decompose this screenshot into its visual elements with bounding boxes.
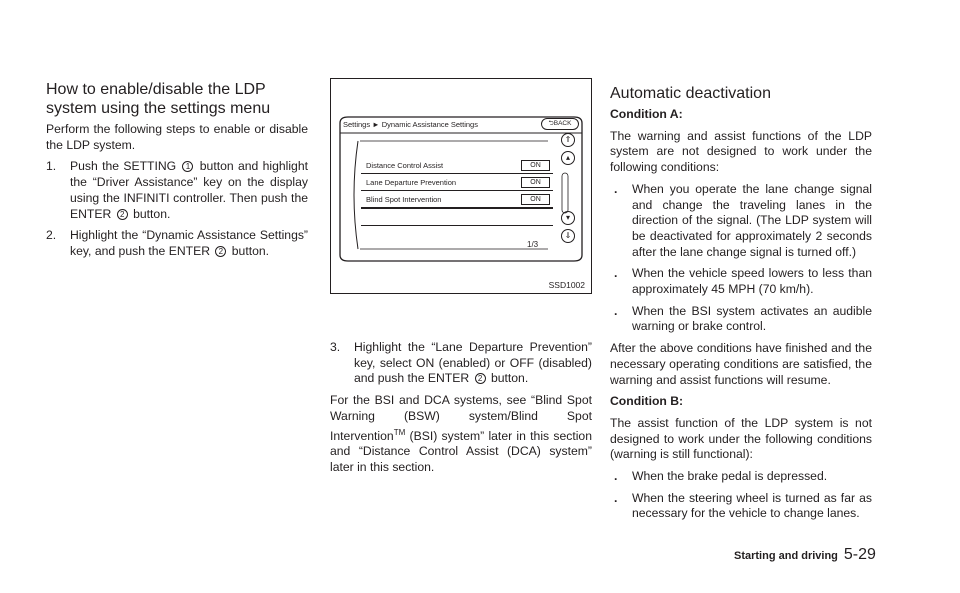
scroll-up-icon[interactable]: ▴ xyxy=(561,151,575,165)
bullet-mark: . xyxy=(614,490,618,505)
step-number: 2. xyxy=(46,228,57,243)
callout-marker: 2 xyxy=(117,209,128,220)
list-item xyxy=(610,266,872,297)
menu-row-blind-spot[interactable] xyxy=(361,191,553,208)
list-item-text: When the BSI system activates an audible warning or brake control. xyxy=(632,303,872,334)
condition-a-text: The warning and assist functions of the LDP system are not designed to work under the following conditions: xyxy=(610,128,872,175)
toggle-indicator[interactable]: ON xyxy=(521,160,550,171)
list-item-text: When the vehicle speed lowers to less than approximately 45 MPH (70 km/h). xyxy=(632,266,872,297)
toggle-indicator[interactable]: ON xyxy=(521,194,550,205)
list-item-text: When the brake pedal is depressed. xyxy=(632,469,828,484)
toggle-indicator[interactable]: ON xyxy=(521,177,550,188)
callout-marker: 2 xyxy=(475,373,486,384)
section-heading: Automatic deactivation xyxy=(610,85,771,102)
menu-row-distance-control[interactable] xyxy=(361,157,553,174)
step-2 xyxy=(46,228,308,259)
callout-marker: 1 xyxy=(182,161,193,172)
scroll-down-icon[interactable]: ▾ xyxy=(561,211,575,225)
trademark: TM xyxy=(393,427,406,437)
condition-a-label: Condition A: xyxy=(610,107,683,121)
step-1 xyxy=(46,159,308,222)
step-3 xyxy=(330,340,592,387)
page-number: 5-29 xyxy=(843,546,876,563)
step-text: button. xyxy=(129,206,171,221)
bullet-mark: . xyxy=(614,303,618,318)
page-footer xyxy=(734,546,876,564)
step-text: button. xyxy=(487,371,529,386)
chapter-title: Starting and driving xyxy=(734,550,838,562)
paragraph-text: (BSI) system” later in this section and “Distance Control Assist (DCA) system” later in this section. xyxy=(330,428,592,474)
scroll-top-icon[interactable]: ⇑ xyxy=(561,133,575,147)
breadcrumb: Settings ► Dynamic Assistance Settings xyxy=(343,120,478,129)
step-text: Highlight the “Lane Departure Prevention” key, select ON (enabled) or OFF (disabled) and push the ENTER xyxy=(354,340,592,386)
menu-row-label: Blind Spot Intervention xyxy=(366,195,442,204)
condition-b-label: Condition B: xyxy=(610,394,684,409)
section-heading: How to enable/disable the LDP system using the settings menu xyxy=(46,81,271,117)
list-item xyxy=(610,469,872,485)
bullet-mark: . xyxy=(614,469,618,484)
bullet-mark: . xyxy=(614,266,618,281)
step-text: button and highlight the “Driver Assistance” key on the display using the INFINITI controller. Then push the ENTER xyxy=(70,159,308,221)
step-number: 3. xyxy=(330,340,341,354)
scroll-bottom-icon[interactable]: ⇓ xyxy=(561,229,575,243)
list-item xyxy=(610,491,872,522)
list-item xyxy=(610,304,872,335)
left-column xyxy=(46,80,308,266)
bullet-mark: . xyxy=(614,181,618,196)
intro-paragraph: Perform the following steps to enable or disable the LDP system. xyxy=(46,122,308,152)
step-text: button. xyxy=(228,243,270,258)
settings-screen-figure xyxy=(330,78,592,294)
step-text: Push the SETTING xyxy=(70,159,181,174)
middle-column xyxy=(330,340,592,482)
figure-code: SSD1002 xyxy=(548,280,585,290)
menu-row-divider xyxy=(361,208,553,209)
step-text: Highlight the “Dynamic Assistance Settings” key, and push the ENTER xyxy=(70,228,308,258)
menu-row-divider xyxy=(361,225,553,226)
page-indicator: 1/3 xyxy=(527,240,539,249)
back-button[interactable]: ⮌BACK xyxy=(541,118,579,130)
menu-row-lane-departure[interactable] xyxy=(361,174,553,191)
paragraph-text: For the BSI and DCA systems, see “Blind Spot Warning (BSW) system/Blind Spot Intervention xyxy=(330,393,592,443)
list-item-text: When the steering wheel is turned as far as necessary for the vehicle to change lanes. xyxy=(632,490,872,521)
menu-row-label: Distance Control Assist xyxy=(366,161,444,170)
resume-paragraph: After the above conditions have finished and the necessary operating conditions are satisfied, the warning and assist functions will resume. xyxy=(610,341,872,387)
menu-row-label: Lane Departure Prevention xyxy=(366,178,457,187)
right-column xyxy=(610,80,872,528)
callout-marker: 2 xyxy=(215,246,226,257)
condition-b-text: The assist function of the LDP system is not designed to work under the following conditions (warning is still functional): xyxy=(610,415,872,462)
list-item xyxy=(610,182,872,261)
list-item-text: When you operate the lane change signal and change the traveling lanes in the direction of the signal. (The LDP system will be deactivated for approximately 2 seconds after the lane change signal is turned off.) xyxy=(632,181,872,259)
reference-paragraph xyxy=(330,393,592,476)
step-number: 1. xyxy=(46,159,57,174)
